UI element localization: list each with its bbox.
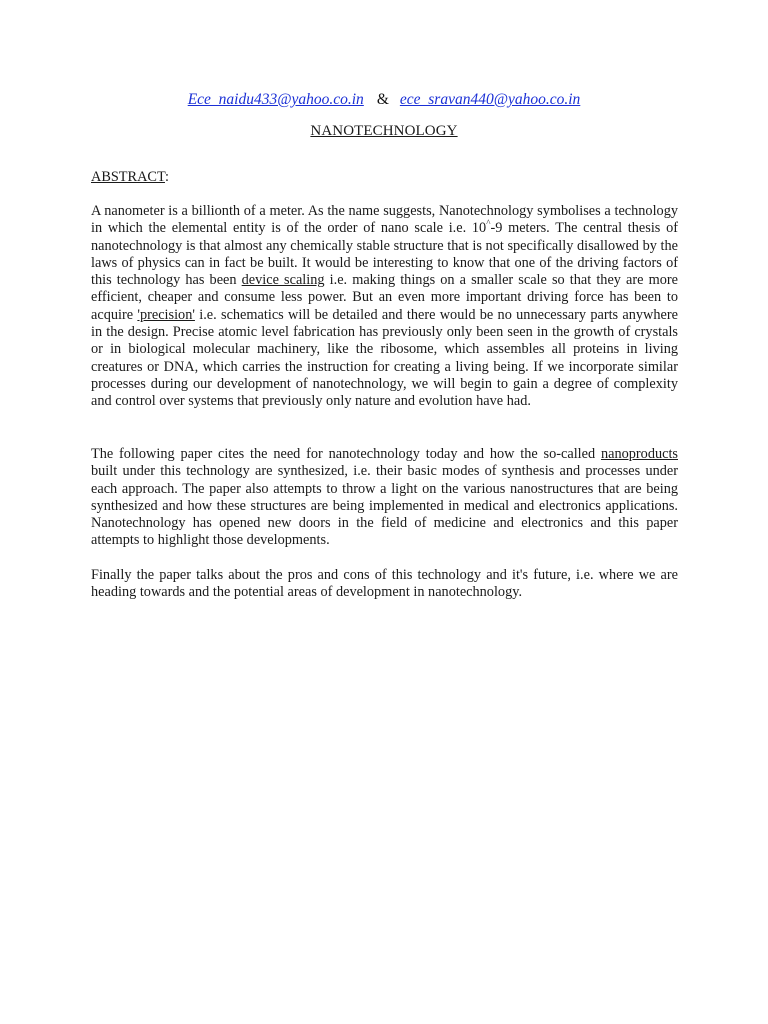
abstract-paragraph-3 [91, 567, 678, 602]
abstract-heading [91, 168, 169, 186]
p2-text-b: built under this technology are synthesized, i.e. their basic modes of synthesis and processes under each approach. The paper also attempts to throw a light on the various nanostructures that are being synthesized and how these structures are being implemented in medical and electronics applications. Nanotechnology has opened new doors in the field of medicine and electronics and this paper attempts to highlight those developments. [91, 463, 678, 549]
p1-text-d: i.e. schematics will be detailed and there would be no unnecessary parts anywhere in the design. Precise atomic level fabrication has previously only been seen in the growth of crystals or in biological molecular machinery, like the ribosome, which assembles all proteins in living creatures or DNA, which carries the instruction for creating a living being. If we incorporate similar processes during our development of nanotechnology, we will begin to gain a degree of complexity and control over systems that previously only nature and evolution have had. [91, 306, 678, 410]
document-title-wrapper [0, 121, 768, 141]
ampersand: & [376, 91, 389, 108]
device-scaling-term: device scaling [241, 272, 325, 289]
abstract-colon: : [164, 169, 169, 185]
abstract-label: ABSTRACT [91, 169, 165, 185]
p2-text-a: The following paper cites the need for nanotechnology today and how the so-called [91, 446, 601, 462]
document-title: NANOTECHNOLOGY [310, 123, 458, 139]
email-link-1[interactable]: Ece_naidu433@yahoo.co.in [187, 91, 364, 108]
p3-text: Finally the paper talks about the pros and cons of this technology and it's future, i.e. where we are heading towards and the potential areas of development in nanotechnology. [91, 567, 678, 601]
p1-text-a: A nanometer is a billionth of a meter. As the name suggests, Nanotechnology symbolises a technology in which the elemental entity is of the order of nano scale i.e. 10 [91, 203, 678, 237]
nanoproducts-term: nanoproducts [600, 446, 678, 462]
p1-text-c: i.e. making things on a smaller scale so that they are more efficient, cheaper and consume less power. But an even more important driving force has been to acquire [91, 272, 678, 323]
email-link-2[interactable]: ece_sravan440@yahoo.co.in [399, 91, 581, 108]
abstract-paragraph-1 [91, 203, 678, 411]
abstract-paragraph-2 [91, 446, 678, 550]
p1-text-b: -9 meters. The central thesis of nanotechnology is that almost any chemically stable structure that is not specifically disallowed by the laws of physics can in fact be built. It would be interesting to know that one of the driving factors of this technology has been [91, 220, 678, 289]
author-emails [0, 90, 768, 110]
p1-superscript: ^ [486, 218, 491, 229]
precision-term: 'precision' [137, 306, 195, 323]
